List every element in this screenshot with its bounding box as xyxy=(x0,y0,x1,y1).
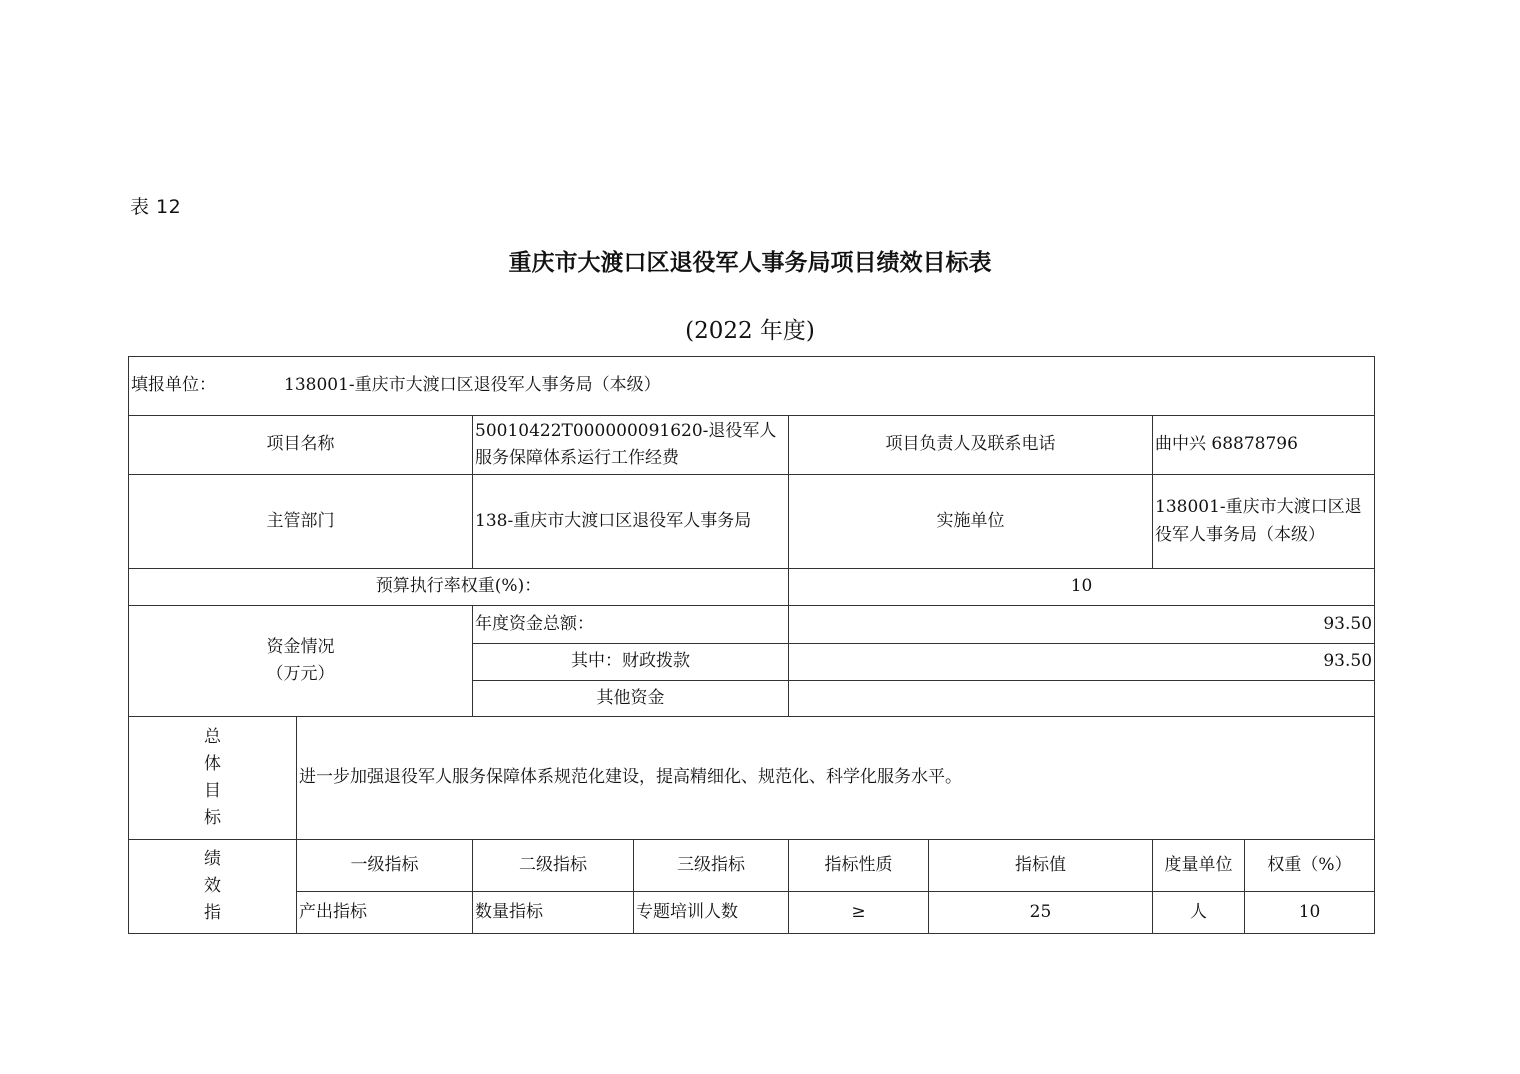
project-name-row xyxy=(129,416,1375,475)
overall-goal-label xyxy=(129,717,297,840)
indicator-value: 25 xyxy=(929,892,1153,934)
reporting-unit-row xyxy=(129,357,1375,416)
overall-goal-text: 进一步加强退役军人服务保障体系规范化建设，提高精细化、规范化、科学化服务水平。 xyxy=(297,717,1375,840)
table-number: 表 12 xyxy=(130,196,182,218)
header-weight: 权重（%） xyxy=(1245,840,1375,892)
reporting-unit-value: 138001-重庆市大渡口区退役军人事务局（本级） xyxy=(284,375,661,396)
goal-label-char: 总 xyxy=(204,726,221,747)
project-name-value: 50010422T000000091620-退役军人服务保障体系运行工作经费 xyxy=(473,416,789,475)
budget-weight-value: 10 xyxy=(789,569,1375,606)
page-subtitle: (2022 年度) xyxy=(685,318,815,344)
indicator-level3: 专题培训人数 xyxy=(634,892,789,934)
annual-total-value: 93.50 xyxy=(789,606,1375,644)
annual-total-row xyxy=(129,606,1375,644)
indicator-level1: 产出指标 xyxy=(297,892,473,934)
impl-unit-value: 138001-重庆市大渡口区退役军人事务局（本级） xyxy=(1153,475,1375,569)
page-title: 重庆市大渡口区退役军人事务局项目绩效目标表 xyxy=(508,250,992,276)
other-funds-value xyxy=(789,681,1375,717)
header-level1: 一级指标 xyxy=(297,840,473,892)
perf-indicator-label xyxy=(129,840,297,934)
goal-label-char: 标 xyxy=(204,808,221,829)
header-level3: 三级指标 xyxy=(634,840,789,892)
header-unit: 度量单位 xyxy=(1153,840,1245,892)
reporting-unit-label: 填报单位： xyxy=(131,375,216,396)
reporting-unit-cell xyxy=(129,357,1375,416)
indicator-unit: 人 xyxy=(1153,892,1245,934)
table-row xyxy=(129,892,1375,934)
budget-weight-row xyxy=(129,569,1375,606)
header-nature: 指标性质 xyxy=(789,840,929,892)
dept-value: 138-重庆市大渡口区退役军人事务局 xyxy=(473,475,789,569)
performance-target-table xyxy=(128,356,1375,934)
indicator-weight: 10 xyxy=(1245,892,1375,934)
department-row xyxy=(129,475,1375,569)
goal-label-char: 目 xyxy=(204,781,221,801)
dept-label: 主管部门 xyxy=(129,475,473,569)
budget-weight-label: 预算执行率权重(%)： xyxy=(129,569,789,606)
perf-label-char: 效 xyxy=(204,875,221,896)
annual-total-label: 年度资金总额： xyxy=(473,606,789,644)
indicator-level2: 数量指标 xyxy=(473,892,634,934)
perf-label-char: 绩 xyxy=(204,848,221,869)
indicator-nature: ≥ xyxy=(789,892,929,934)
funds-label-line2: （万元） xyxy=(266,664,335,684)
other-funds-label: 其他资金 xyxy=(473,681,789,717)
impl-unit-label: 实施单位 xyxy=(789,475,1153,569)
fiscal-value: 93.50 xyxy=(789,644,1375,681)
contact-label: 项目负责人及联系电话 xyxy=(789,416,1153,475)
funds-label xyxy=(129,606,473,717)
indicator-header-row xyxy=(129,840,1375,892)
project-name-label: 项目名称 xyxy=(129,416,473,475)
funds-label-line1: 资金情况 xyxy=(266,636,335,657)
overall-goal-row xyxy=(129,717,1375,840)
header-level2: 二级指标 xyxy=(473,840,634,892)
perf-label-char: 指 xyxy=(204,903,221,924)
header-value: 指标值 xyxy=(929,840,1153,892)
goal-label-char: 体 xyxy=(204,753,221,774)
fiscal-label: 其中：财政拨款 xyxy=(473,644,789,681)
contact-value: 曲中兴 68878796 xyxy=(1153,416,1375,475)
